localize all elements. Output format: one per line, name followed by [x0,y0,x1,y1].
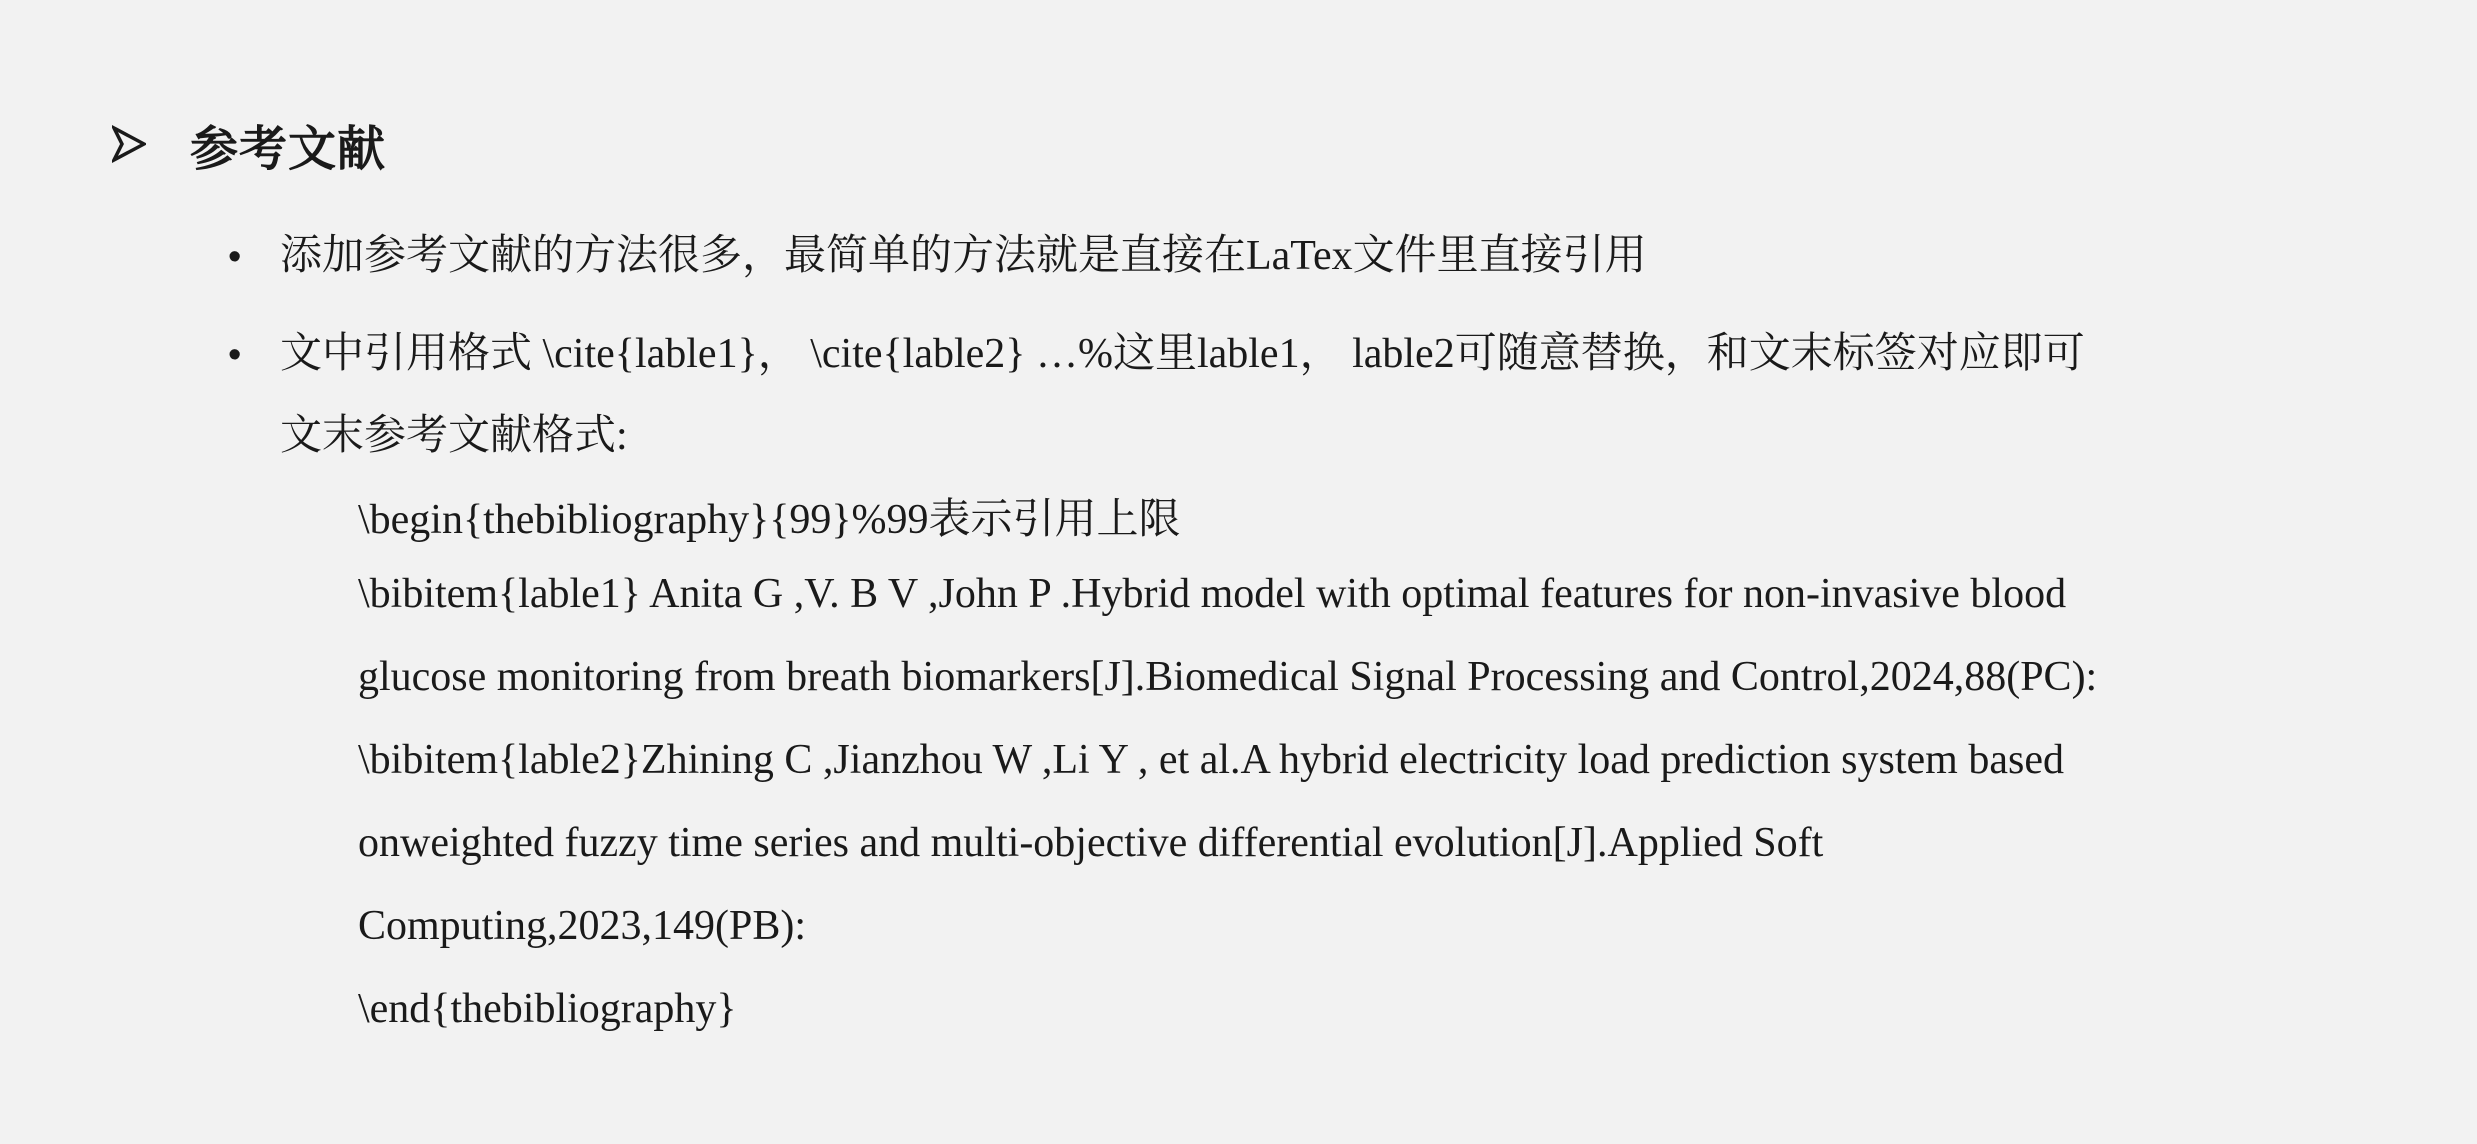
code-line-bibitem-1b: glucose monitoring from breath biomarkers[J].Biomedical Signal Processing and Control,2024,88(PC): [358,654,2098,700]
code-line-bibitem-2c: Computing,2023,149(PB): [358,903,807,949]
heading-title: 参考文献 [190,120,387,177]
bullet-text-1: 添加参考文献的方法很多，最简单的方法就是直接在LaTex文件里直接引用 [280,233,1647,279]
code-line-bibitem-1a: \bibitem{lable1} Anita G ,V. B V ,John P .Hybrid model with optimal features for non-invasive blood [358,571,2067,617]
bullet-dot: • [228,236,242,278]
bullet-dot: • [228,334,242,376]
code-line-end: \end{thebibliography} [358,986,737,1032]
bullet-text-2: 文中引用格式 \cite{lable1}， \cite{lable2} …%这里lable1， lable2可随意替换，和文末标签对应即可 [280,331,2085,377]
format-label: 文末参考文献格式: [280,413,628,459]
bullet-item-2 [228,320,2085,380]
code-line-begin: \begin{thebibliography}{99}%99表示引用上限 [358,497,1181,543]
code-line-bibitem-2a: \bibitem{lable2}Zhining C ,Jianzhou W ,Li Y , et al.A hybrid electricity load prediction system based [358,737,2064,783]
bullet-item-1 [228,222,1647,282]
arrow-bullet-icon [112,124,146,164]
code-line-bibitem-2b: onweighted fuzzy time series and multi-objective differential evolution[J].Applied Soft [358,820,1824,866]
section-heading [112,104,386,184]
